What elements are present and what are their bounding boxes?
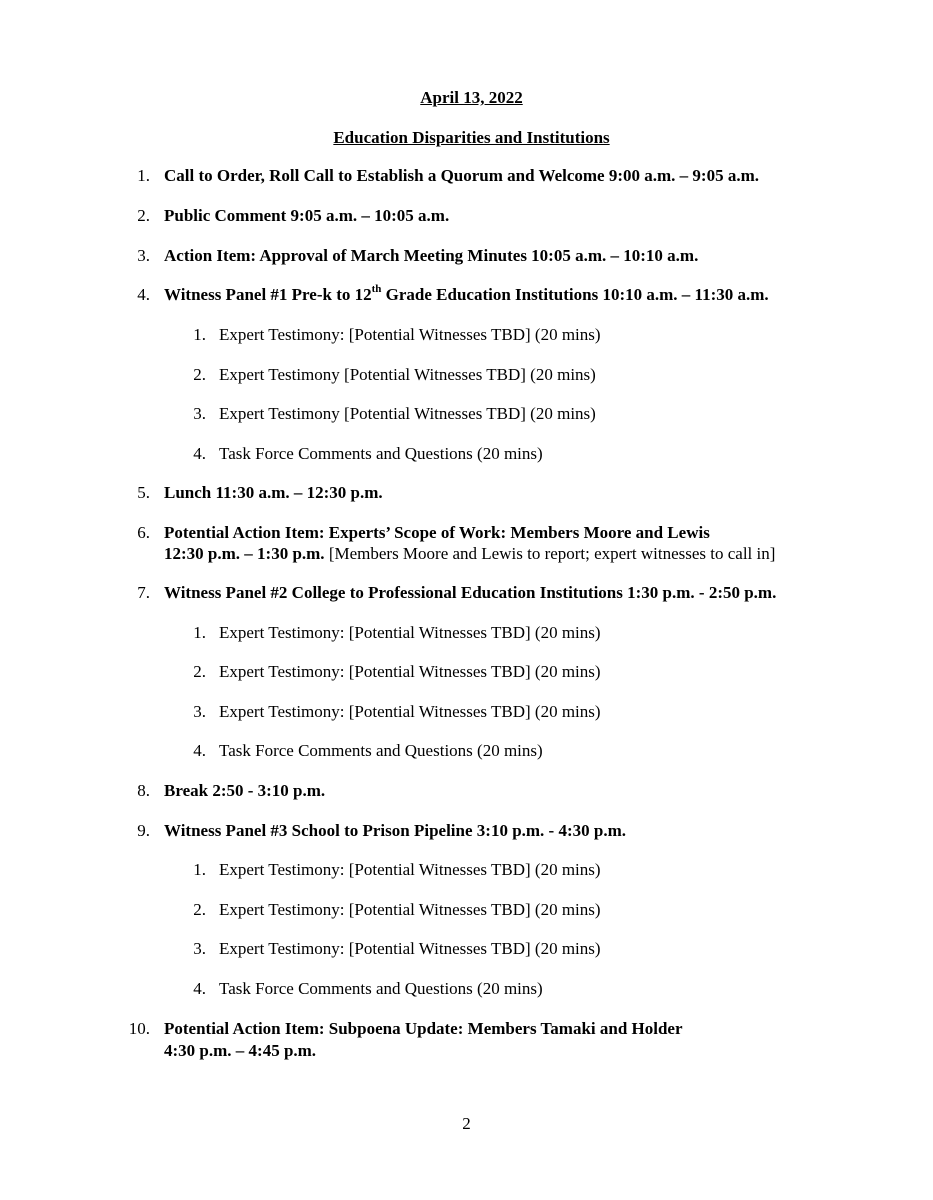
- item-number: 7.: [137, 583, 150, 602]
- item-number: 2.: [137, 206, 150, 225]
- item-note: [Members Moore and Lewis to report; expert witnesses to call in]: [324, 544, 776, 563]
- sub-item-number: 4.: [193, 741, 206, 760]
- meeting-date: April 13, 2022: [420, 88, 523, 107]
- sub-item-number: 2.: [193, 900, 206, 919]
- item-text: Action Item: Approval of March Meeting Minutes 10:05 a.m. – 10:10 a.m.: [164, 246, 699, 265]
- sub-item-text: Expert Testimony: [Potential Witnesses TBD] (20 mins): [219, 662, 601, 681]
- item-number: 10.: [128, 1019, 150, 1038]
- sub-item-number: 1.: [193, 860, 206, 879]
- sub-item-text: Task Force Comments and Questions (20 mins): [219, 741, 543, 760]
- superscript: th: [371, 283, 382, 296]
- item-text-line2: [164, 544, 775, 564]
- item-time: 12:30 p.m. – 1:30 p.m.: [164, 544, 325, 563]
- item-text-part: Witness Panel #1 Pre-k to 12: [164, 285, 372, 304]
- item-number: 1.: [137, 166, 150, 185]
- agenda-title: Education Disparities and Institutions: [333, 128, 610, 147]
- item-number: 8.: [137, 781, 150, 800]
- item-number: 5.: [137, 483, 150, 502]
- item-text: Public Comment 9:05 a.m. – 10:05 a.m.: [164, 206, 450, 225]
- sub-item-text: Expert Testimony: [Potential Witnesses TBD] (20 mins): [219, 623, 601, 642]
- item-text: [164, 285, 769, 305]
- sub-item-text: Expert Testimony: [Potential Witnesses TBD] (20 mins): [219, 702, 601, 721]
- sub-item-text: Expert Testimony: [Potential Witnesses TBD] (20 mins): [219, 325, 601, 344]
- sub-item-text: Task Force Comments and Questions (20 mins): [219, 979, 543, 998]
- sub-item-text: Expert Testimony [Potential Witnesses TBD] (20 mins): [219, 365, 596, 384]
- sub-item-number: 1.: [193, 325, 206, 344]
- sub-item-text: Expert Testimony: [Potential Witnesses TBD] (20 mins): [219, 939, 601, 958]
- item-text: Call to Order, Roll Call to Establish a Quorum and Welcome 9:00 a.m. – 9:05 a.m.: [164, 166, 759, 185]
- item-number: 4.: [137, 285, 150, 304]
- sub-item-number: 3.: [193, 939, 206, 958]
- sub-item-number: 4.: [193, 444, 206, 463]
- sub-item-number: 1.: [193, 623, 206, 642]
- item-text-part: Grade Education Institutions 10:10 a.m. – 11:30 a.m.: [381, 285, 769, 304]
- item-time: 4:30 p.m. – 4:45 p.m.: [164, 1041, 317, 1060]
- item-text: Witness Panel #3 School to Prison Pipeline 3:10 p.m. - 4:30 p.m.: [164, 821, 626, 840]
- item-number: 6.: [137, 523, 150, 542]
- sub-item-number: 2.: [193, 365, 206, 384]
- item-number: 9.: [137, 821, 150, 840]
- item-text: Witness Panel #2 College to Professional Education Institutions 1:30 p.m. - 2:50 p.m.: [164, 583, 777, 602]
- sub-item-number: 3.: [193, 404, 206, 423]
- item-text: Break 2:50 - 3:10 p.m.: [164, 781, 326, 800]
- item-text: Potential Action Item: Subpoena Update: Members Tamaki and Holder: [164, 1019, 683, 1038]
- sub-item-number: 3.: [193, 702, 206, 721]
- sub-item-text: Expert Testimony: [Potential Witnesses TBD] (20 mins): [219, 860, 601, 879]
- sub-item-text: Expert Testimony [Potential Witnesses TBD] (20 mins): [219, 404, 596, 423]
- sub-item-number: 4.: [193, 979, 206, 998]
- page-number: 2: [462, 1114, 471, 1133]
- sub-item-text: Expert Testimony: [Potential Witnesses TBD] (20 mins): [219, 900, 601, 919]
- sub-item-text: Task Force Comments and Questions (20 mins): [219, 444, 543, 463]
- sub-item-number: 2.: [193, 662, 206, 681]
- item-number: 3.: [137, 246, 150, 265]
- item-text: Lunch 11:30 a.m. – 12:30 p.m.: [164, 483, 383, 502]
- item-text: Potential Action Item: Experts’ Scope of Work: Members Moore and Lewis: [164, 523, 710, 542]
